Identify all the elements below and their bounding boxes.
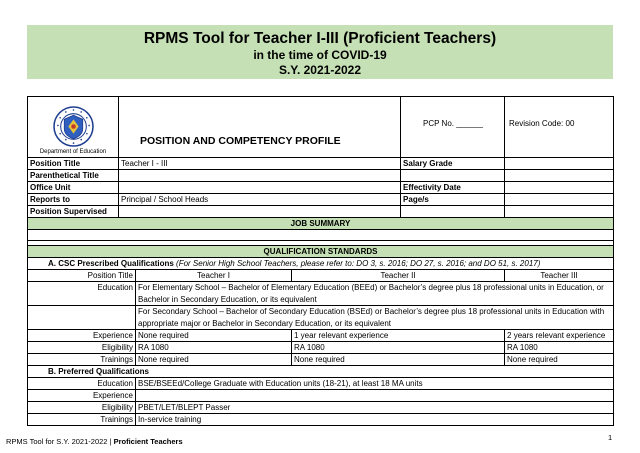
preferred-education-value: BSE/BSEEd/College Graduate with Education units (18-21), at least 18 MA units	[136, 378, 614, 390]
qualification-standards-header: QUALIFICATION STANDARDS	[28, 246, 614, 258]
effectivity-date-value	[505, 182, 614, 194]
csc-note: (For Senior High School Teachers, please refer to: DO 3, s. 2016; DO 27, s. 2016; and DO 51, s. 2017)	[176, 258, 541, 268]
job-summary-header: JOB SUMMARY	[28, 218, 614, 230]
csc-heading: A. CSC Prescribed Qualifications	[48, 258, 174, 268]
blank-label-cell	[401, 170, 505, 182]
qs-trainings-label: Trainings	[28, 354, 136, 366]
parenthetical-title-label: Parenthetical Title	[28, 170, 119, 182]
preferred-trainings-value: In-service training	[136, 414, 614, 426]
reports-to-label: Reports to	[28, 194, 119, 206]
experience-teacher-3: 2 years relevant experience	[505, 330, 614, 342]
eligibility-teacher-1: RA 1080	[136, 342, 292, 354]
column-teacher-2: Teacher II	[292, 270, 505, 282]
column-teacher-1: Teacher I	[136, 270, 292, 282]
experience-teacher-1: None required	[136, 330, 292, 342]
page-footer	[6, 437, 183, 446]
deped-seal-icon	[53, 106, 94, 147]
effectivity-date-label: Effectivity Date	[401, 182, 505, 194]
salary-grade-value	[505, 158, 614, 170]
education-secondary: For Secondary School – Bachelor of Secondary Education (BSEd) or Bachelor’s degree plus 18 professional units in Education with appropriate major or Bachelor in Secondary Education, or its equivalent	[136, 306, 614, 330]
position-supervised-value	[119, 206, 401, 218]
preferred-eligibility-label: Eligibility	[28, 402, 136, 414]
trainings-teacher-2: None required	[292, 354, 505, 366]
pages-value	[505, 194, 614, 206]
education-elementary: For Elementary School – Bachelor of Elementary Education (BEEd) or Bachelor’s degree plus 18 professional units in Education, or Bachelor in Secondary Education, or its equivalent	[136, 282, 614, 306]
document-subtitle: in the time of COVID-19	[253, 48, 387, 62]
position-supervised-label: Position Supervised	[28, 206, 119, 218]
position-title-value: Teacher I - III	[119, 158, 401, 170]
job-summary-body	[28, 230, 614, 241]
department-label: Department of Education	[39, 149, 107, 155]
preferred-experience-label: Experience	[28, 390, 136, 402]
revision-code: Revision Code: 00	[505, 97, 614, 158]
office-unit-value	[119, 182, 401, 194]
footer-text: RPMS Tool for S.Y. 2021-2022 |	[6, 437, 114, 446]
qs-position-title-label: Position Title	[28, 270, 136, 282]
deped-seal-cell	[28, 97, 119, 158]
eligibility-teacher-2: RA 1080	[292, 342, 505, 354]
blank-label-cell	[401, 206, 505, 218]
preferred-eligibility-value: PBET/LET/BLEPT Passer	[136, 402, 614, 414]
qs-education-label: Education	[28, 282, 136, 306]
title-banner	[27, 25, 613, 79]
pcp-number: PCP No. ______	[401, 97, 505, 158]
school-year: S.Y. 2021-2022	[278, 63, 362, 77]
trainings-teacher-3: None required	[505, 354, 614, 366]
footer-emphasis: Proficient Teachers	[113, 437, 183, 446]
reports-to-value: Principal / School Heads	[119, 194, 401, 206]
preferred-education-label: Education	[28, 378, 136, 390]
parenthetical-title-value	[119, 170, 401, 182]
blank-value-cell	[505, 170, 614, 182]
page-number: 1	[608, 433, 613, 442]
document-title: RPMS Tool for Teacher I-III (Proficient Teachers)	[143, 30, 497, 47]
experience-teacher-2: 1 year relevant experience	[292, 330, 505, 342]
qs-experience-label: Experience	[28, 330, 136, 342]
blank-value-cell	[505, 206, 614, 218]
preferred-experience-value	[136, 390, 614, 402]
pages-label: Page/s	[401, 194, 505, 206]
form-title: POSITION AND COMPETENCY PROFILE	[119, 97, 401, 158]
preferred-heading: B. Preferred Qualifications	[28, 366, 614, 378]
qs-eligibility-label: Eligibility	[28, 342, 136, 354]
column-teacher-3: Teacher III	[505, 270, 614, 282]
eligibility-teacher-3: RA 1080	[505, 342, 614, 354]
trainings-teacher-1: None required	[136, 354, 292, 366]
position-competency-table	[27, 96, 614, 426]
office-unit-label: Office Unit	[28, 182, 119, 194]
salary-grade-label: Salary Grade	[401, 158, 505, 170]
qs-education-label-continued	[28, 306, 136, 330]
preferred-trainings-label: Trainings	[28, 414, 136, 426]
position-title-label: Position Title	[28, 158, 119, 170]
csc-heading-row	[28, 258, 614, 270]
